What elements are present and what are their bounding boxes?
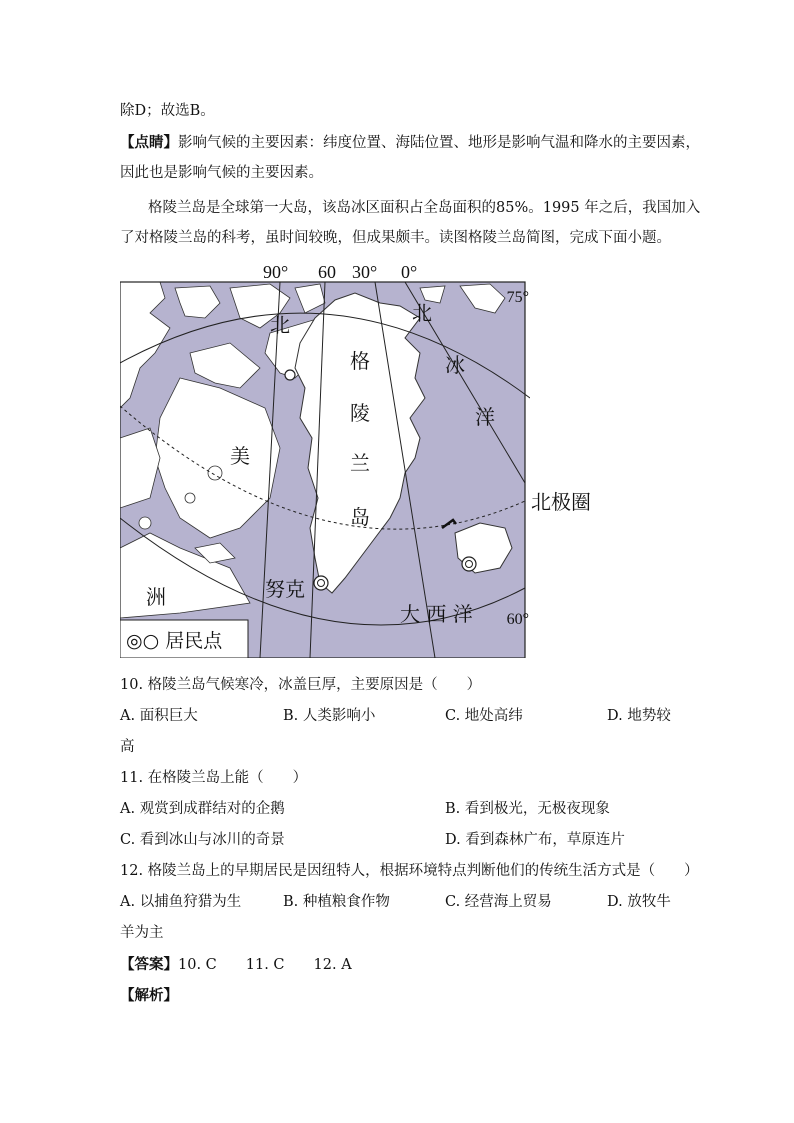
greenland-map	[120, 258, 530, 658]
q12-option-b: B. 种植粮食作物	[283, 894, 390, 910]
lon-label-30: 30°	[352, 262, 378, 282]
q10-stem: 10. 格陵兰岛气候寒冷，冰盖巨厚，主要原因是（ ）	[120, 677, 482, 693]
q12-option-c: C. 经营海上贸易	[445, 894, 552, 910]
arctic-ocean-char-2: 冰	[445, 353, 465, 377]
q10-option-d: D. 地势较	[607, 708, 671, 724]
answer-text: 10. C 11. C 12. A	[178, 957, 352, 973]
q12-stem: 12. 格陵兰岛上的早期居民是因纽特人，根据环境特点判断他们的传统生活方式是（ ）	[120, 863, 699, 879]
island-char-4: 岛	[350, 505, 370, 529]
arctic-ocean-char-3: 洋	[475, 405, 495, 429]
intro-line: 除D；故选B。	[120, 103, 215, 119]
iceland-settlement-inner	[466, 561, 473, 568]
passage-line-1: 格陵兰岛是全球第一大岛，该岛冰区面积占全岛面积的85%。1995 年之后，我国加入	[148, 200, 701, 216]
answer-line	[120, 955, 352, 975]
q10-option-c: C. 地处高纬	[445, 708, 523, 724]
q11-option-d: D. 看到森林广布，草原连片	[445, 832, 625, 848]
continent-char-america: 美	[230, 444, 250, 468]
tip-text-cont: 因此也是影响气候的主要因素。	[120, 165, 323, 181]
atlantic-ocean-label: 大 西 洋	[400, 602, 473, 626]
lat-label-60: 60°	[506, 611, 529, 628]
island-char-1: 格	[350, 349, 370, 373]
lon-label-60: 60	[318, 262, 336, 282]
answer-label: 【答案】	[120, 956, 178, 973]
passage-line-2: 了对格陵兰岛的科考，虽时间较晚，但成果颇丰。读图格陵兰岛简图，完成下面小题。	[120, 230, 671, 246]
lon-label-0: 0°	[401, 262, 418, 282]
q11-option-b: B. 看到极光，无极夜现象	[445, 801, 610, 817]
q10-option-a: A. 面积巨大	[120, 708, 198, 724]
continent-char-north: 北	[270, 313, 290, 337]
tip-text: 影响气候的主要因素：纬度位置、海陆位置、地形是影响气温和降水的主要因素，	[178, 135, 700, 151]
q12-option-d: D. 放牧牛	[607, 894, 671, 910]
q11-option-a: A. 观赏到成群结对的企鹅	[120, 801, 285, 817]
analysis-label: 【解析】	[120, 987, 178, 1004]
lat-label-75: 75°	[506, 289, 529, 306]
q11-stem: 11. 在格陵兰岛上能（ ）	[120, 770, 308, 786]
settlement-marker-north	[285, 370, 295, 380]
arctic-ocean-char-1: 北	[412, 301, 432, 325]
q12-option-d-wrap: 羊为主	[120, 925, 164, 941]
tip-line	[120, 133, 700, 153]
lon-label-90: 90°	[263, 262, 289, 282]
q10-option-b: B. 人类影响小	[283, 708, 376, 724]
nuuk-marker-inner	[318, 580, 325, 587]
legend-text: ◎○ 居民点	[126, 630, 223, 652]
q12-option-a: A. 以捕鱼狩猎为生	[120, 894, 242, 910]
island-char-2: 陵	[350, 401, 370, 425]
tip-label: 【点睛】	[120, 134, 178, 151]
nuuk-label: 努克	[265, 577, 305, 601]
q11-option-c: C. 看到冰山与冰川的奇景	[120, 832, 285, 848]
island-char-3: 兰	[350, 451, 370, 475]
arctic-circle-label: 北极圈	[531, 490, 591, 514]
continent-char-zhou: 洲	[146, 585, 166, 609]
q10-option-d-wrap: 高	[120, 739, 135, 755]
